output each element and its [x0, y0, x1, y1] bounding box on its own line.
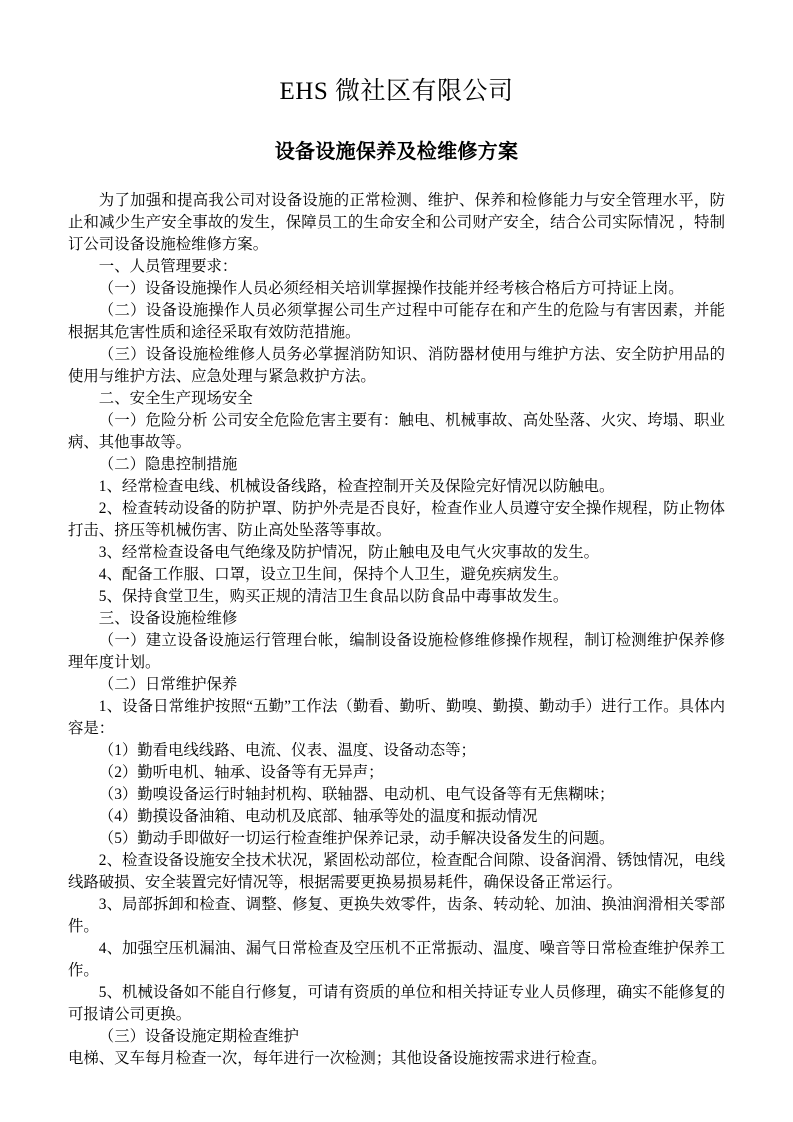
body-paragraph: 一、人员管理要求： [98, 258, 238, 275]
body-paragraph: （三）设备设施定期检查维护 [98, 1028, 299, 1045]
body-paragraph: （二）日常维护保养 [98, 676, 238, 693]
document-subtitle: 设备设施保养及检维修方案 [274, 139, 519, 163]
body-paragraph: 2、检查转动设备的防护罩、防护外壳是否良好，检查作业人员遵守安全操作规程，防止物体打击、挤压等机械伤害、防止高处坠落等事故。 [68, 500, 725, 539]
body-paragraph: （一）危险分析 公司安全危险危害主要有：触电、机械事故、高处坠落、火灾、垮塌、职业病、其他事故等。 [68, 412, 725, 451]
document-body [68, 164, 725, 1070]
page-title: EHS 微社区有限公司 [279, 78, 514, 105]
body-paragraph: 1、经常检查电线、机械设备线路，检查控制开关及保险完好情况以防触电。 [98, 478, 615, 495]
body-paragraph: （5）勤动手即做好一切运行检查维护保养记录，动手解决设备发生的问题。 [98, 830, 615, 847]
body-paragraph: 为了加强和提高我公司对设备设施的正常检测、维护、保养和检修能力与安全管理水平，防止和减少生产安全事故的发生，保障员工的生命安全和公司财产安全，结合公司实际情况 ，特制订公司设备设施检维修方案。 [68, 192, 725, 253]
body-paragraph: （一）设备设施操作人员必须经相关培训掌握操作技能并经考核合格后方可持证上岗。 [98, 280, 684, 297]
body-paragraph: （三）设备设施检维修人员务必掌握消防知识、消防器材使用与维护方法、安全防护用品的使用与维护方法、应急处理与紧急救护方法。 [68, 346, 725, 385]
body-paragraph: 4、加强空压机漏油、漏气日常检查及空压机不正常振动、温度、噪音等日常检查维护保养工作。 [68, 940, 725, 979]
body-paragraph: （二）隐患控制措施 [98, 456, 238, 473]
body-paragraph: 5、机械设备如不能自行修复，可请有资质的单位和相关持证专业人员修理，确实不能修复的可报请公司更换。 [68, 984, 725, 1023]
body-paragraph: 4、配备工作服、口罩，设立卫生间，保持个人卫生，避免疾病发生。 [98, 566, 569, 583]
body-paragraph: 电梯、叉车每月检查一次，每年进行一次检测；其他设备设施按需求进行检查。 [68, 1050, 607, 1067]
body-paragraph: 5、保持食堂卫生，购买正规的清洁卫生食品以防食品中毒事故发生。 [98, 588, 569, 605]
body-paragraph: 1、设备日常维护按照“五勤”工作法（勤看、勤听、勤嗅、勤摸、勤动手）进行工作。具体内容是： [68, 698, 725, 737]
body-paragraph: （1）勤看电线线路、电流、仪表、温度、设备动态等； [98, 742, 476, 759]
body-paragraph: （一）建立设备设施运行管理台帐，编制设备设施检修维修操作规程，制订检测维护保养修理年度计划。 [68, 632, 725, 671]
body-paragraph: 二、安全生产现场安全 [98, 390, 253, 407]
body-paragraph: （4）勤摸设备油箱、电动机及底部、轴承等处的温度和振动情况 [98, 808, 538, 825]
body-paragraph: （3）勤嗅设备运行时轴封机构、联轴器、电动机、电气设备等有无焦糊味； [98, 786, 615, 803]
body-paragraph: （2）勤听电机、轴承、设备等有无异声； [98, 764, 384, 781]
body-paragraph: 3、经常检查设备电气绝缘及防护情况，防止触电及电气火灾事故的发生。 [98, 544, 599, 561]
body-paragraph: 三、设备设施检维修 [98, 610, 238, 627]
body-paragraph: （二）设备设施操作人员必须掌握公司生产过程中可能存在和产生的危险与有害因素，并能根据其危害性质和途径采取有效防范措施。 [68, 302, 725, 341]
body-paragraph: 2、检查设备设施安全技术状况，紧固松动部位，检查配合间隙、设备润滑、锈蚀情况，电线线路破损、安全装置完好情况等，根据需要更换易损易耗件，确保设备正常运行。 [68, 852, 725, 891]
body-paragraph: 3、局部拆卸和检查、调整、修复、更换失效零件，齿条、转动轮、加油、换油润滑相关零部件。 [68, 896, 725, 935]
